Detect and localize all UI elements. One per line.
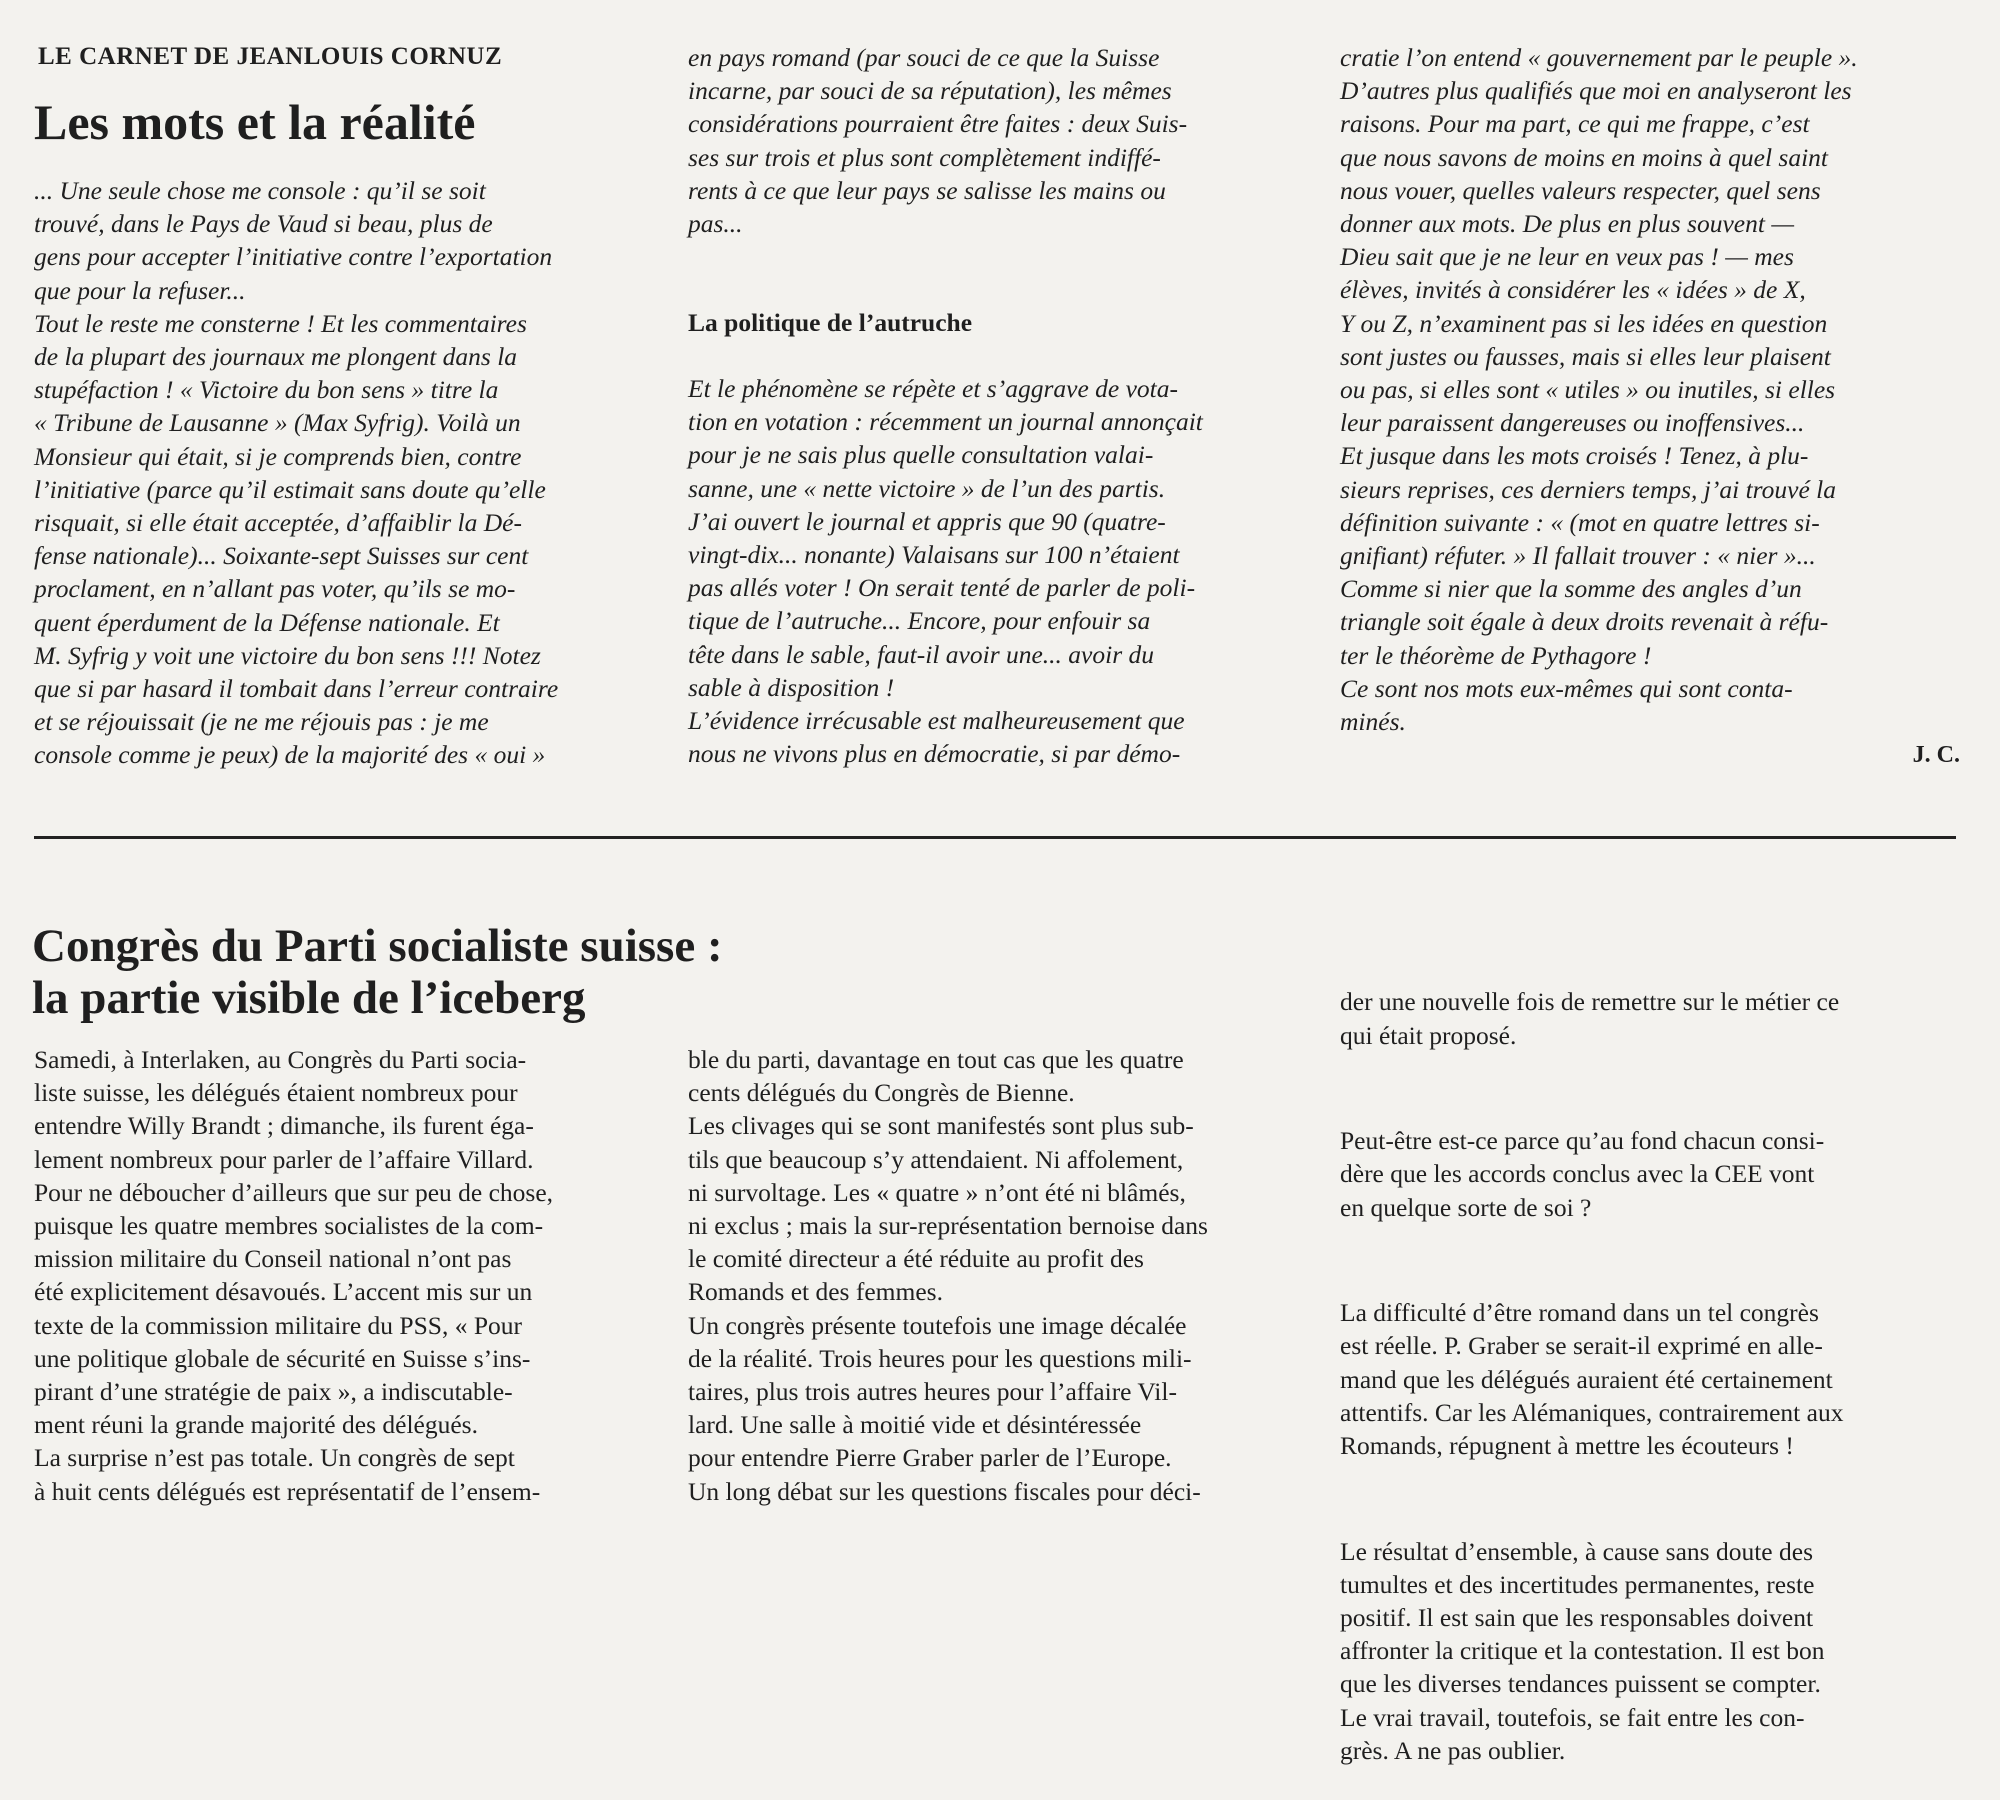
paragraph: Peut-être est-ce parce qu’au fond chacun consi- dère que les accords conclus avec la CEE vont en quelque sorte de soi ?: [1340, 1126, 1825, 1222]
article2-column-1: Samedi, à Interlaken, au Congrès du Parti socia- liste suisse, les délégués étaient nombreux pour entendre Willy Brandt ; dimanche, ils furent éga- lement nombreux pour parler de l’affaire Villard. Pour ne déboucher d’ailleurs que sur peu de chose, puisque les quatre membres socialistes de la com- mission militaire du Conseil national n’ont pas été explicitement désavoués. L’accent mis sur un texte de la commission militaire du PSS, « Pour une politique globale de sécurité en Suisse s’ins- pirant d’une stratégie de paix », a indiscutable- ment réuni la grande majorité des délégués. La surprise n’est pas totale. Un congrès de sept à huit cents délégués est représentatif de l’ensem-: [34, 1045, 554, 1506]
article2-column-2: ble du parti, davantage en tout cas que les quatre cents délégués du Congrès de Bienne. Les clivages qui se sont manifestés sont plus sub- tils que beaucoup s’y attendaient. Ni affolement, ni survoltage. Les « quatre » n’ont été ni blâmés, ni exclus ; mais la sur-représentation bernoise dans le comité directeur a été réduite au profit des Romands et des femmes. Un congrès présente toutefois une image décalée de la réalité. Trois heures pour les questions mili- taires, plus trois autres heures pour l’affaire Vil- lard. Une salle à moitié vide et désintéressée pour entendre Pierre Graber parler de l’Europe. Un long débat sur les questions fiscales pour déci-: [688, 1045, 1208, 1506]
article2-column-3: [1340, 919, 1960, 1800]
column-kicker: LE CARNET DE JEANLOUIS CORNUZ: [38, 43, 503, 70]
section-divider: [34, 836, 1956, 839]
title-line-2: la partie visible de l’iceberg: [32, 972, 586, 1024]
article1-column-2-bottom: Et le phénomène se répète et s’aggrave de vota- tion en votation : récemment un journal annonçait pour je ne sais plus quelle consultation valai- sanne, une « nette victoire » de l’un des partis. J’ai ouvert le journal et appris que 90 (quatre- vingt-dix... nonante) Valaisans sur 100 n’étaient pas allés voter ! On serait tenté de parler de poli- tique de l’autruche... Encore, pour enfouir sa tête dans le sable, faut-il avoir une... avoir du sable à disposition ! L’évidence irrécusable est malheureusement que nous ne vivons plus en démocratie, si par démo-: [688, 374, 1203, 769]
article1-column-2-top: en pays romand (par souci de ce que la Suisse incarne, par souci de sa réputation), les mêmes considérations pourraient être faites : deux Suis- ses sur trois et plus sont complètement indiffé- rents à ce que leur pays se salisse les mains ou pas...: [688, 43, 1188, 239]
paragraph: Le résultat d’ensemble, à cause sans doute des tumultes et des incertitudes permanentes, reste positif. Il est sain que les responsables doivent affronter la critique et la contestation. Il est bon que les diverses tendances puissent se compter. Le vrai travail, toutefois, se fait entre les con- grès. A ne pas oublier.: [1340, 1536, 1825, 1765]
article1-column-1: ... Une seule chose me console : qu’il se soit trouvé, dans le Pays de Vaud si beau, plus de gens pour accepter l’initiative contre l’exportation que pour la refuser... Tout le reste me consterne ! Et les commentaires de la plupart des journaux me plongent dans la stupéfaction ! « Victoire du bon sens » titre la « Tribune de Lausanne » (Max Syfrig). Voilà un Monsieur qui était, si je comprends bien, contre l’initiative (parce qu’il estimait sans doute qu’elle risquait, si elle était acceptée, d’affaiblir la Dé- fense nationale)... Soixante-sept Suisses sur cent proclament, en n’allant pas voter, qu’ils se mo- quent éperdument de la Défense nationale. Et M. Syfrig y voit une victoire du bon sens !!! Notez que si par hasard il tombait dans l’erreur contraire et se réjouissait (je ne me réjouis pas : je me console comme je peux) de la majorité des « oui »: [34, 176, 559, 770]
article-title-congres: [32, 920, 1012, 1024]
paragraph: der une nouvelle fois de remettre sur le métier ce qui était proposé.: [1340, 987, 1840, 1050]
author-signature: J. C.: [1912, 742, 1960, 768]
article1-column-3: cratie l’on entend « gouvernement par le peuple ». D’autres plus qualifiés que moi en analyseront les raisons. Pour ma part, ce qui me frappe, c’est que nous savons de moins en moins à quel saint nous vouer, quelles valeurs respecter, quel sens donner aux mots. De plus en plus souvent — Dieu sait que je ne leur en veux pas ! — mes élèves, invités à considérer les « idées » de X, Y ou Z, n’examinent pas si les idées en question sont justes ou fausses, mais si elles leur plaisent ou pas, si elles sont « utiles » ou inutiles, si elles leur paraissent dangereuses ou inoffensives... Et jusque dans les mots croisés ! Tenez, à plu- sieurs reprises, ces derniers temps, j’ai trouvé la définition suivante : « (mot en quatre lettres si- gnifiant) réfuter. » Il fallait trouver : « nier »... Comme si nier que la somme des angles d’un triangle soit égale à deux droits revenait à réfu- ter le théorème de Pythagore ! Ce sont nos mots eux-mêmes qui sont conta- minés.: [1340, 43, 1858, 737]
paragraph: La difficulté d’être romand dans un tel congrès est réelle. P. Graber se serait-il exprimé en alle- mand que les délégués auraient été certainement attentifs. Car les Alémaniques, contrairement aux Romands, répugnent à mettre les écouteurs !: [1340, 1298, 1844, 1461]
title-line-1: Congrès du Parti socialiste suisse :: [32, 920, 723, 972]
article1-subhead: La politique de l’autruche: [688, 308, 973, 337]
article-title-mots-realite: Les mots et la réalité: [34, 94, 476, 150]
